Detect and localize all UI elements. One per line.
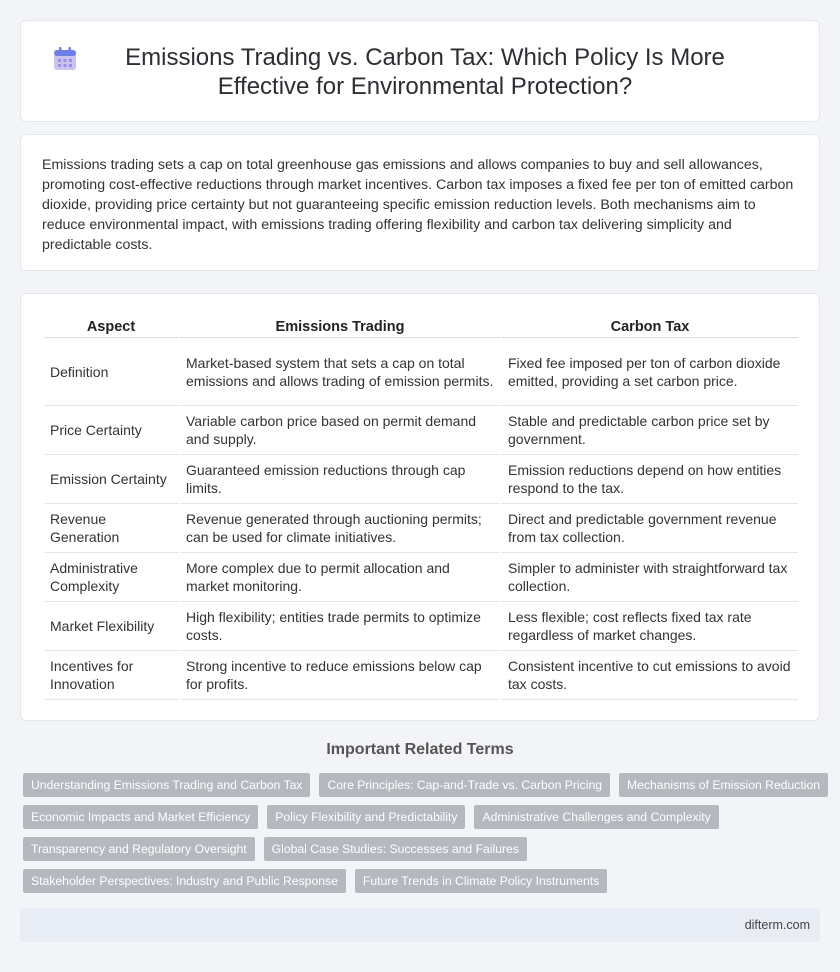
related-term-tag[interactable]: Economic Impacts and Market Efficiency	[23, 805, 258, 829]
related-term-tag[interactable]: Stakeholder Perspectives: Industry and Public Response	[23, 869, 346, 893]
related-term-tag[interactable]: Administrative Challenges and Complexity	[474, 805, 718, 829]
aspect-cell: Market Flexibility	[44, 602, 178, 651]
related-term-tag[interactable]: Future Trends in Climate Policy Instruments	[355, 869, 607, 893]
aspect-cell: Revenue Generation	[44, 504, 178, 553]
emissions-trading-cell: Guaranteed emission reductions through cap limits.	[180, 455, 500, 504]
table-row	[44, 602, 798, 651]
summary-card	[20, 134, 820, 271]
column-header-emissions-trading: Emissions Trading	[180, 316, 500, 338]
emissions-trading-cell: More complex due to permit allocation and market monitoring.	[180, 553, 500, 602]
related-term-tag[interactable]: Understanding Emissions Trading and Carbon Tax	[23, 773, 310, 797]
carbon-tax-cell: Simpler to administer with straightforward tax collection.	[502, 553, 798, 602]
aspect-cell: Emission Certainty	[44, 455, 178, 504]
aspect-cell: Definition	[44, 338, 178, 406]
table-row	[44, 504, 798, 553]
carbon-tax-cell: Consistent incentive to cut emissions to avoid tax costs.	[502, 651, 798, 700]
related-term-tag[interactable]: Mechanisms of Emission Reduction	[619, 773, 828, 797]
emissions-trading-cell: Market-based system that sets a cap on total emissions and allows trading of emission permits.	[180, 338, 500, 406]
carbon-tax-cell: Less flexible; cost reflects fixed tax rate regardless of market changes.	[502, 602, 798, 651]
emissions-trading-cell: Strong incentive to reduce emissions below cap for profits.	[180, 651, 500, 700]
related-term-tag[interactable]: Global Case Studies: Successes and Failures	[264, 837, 527, 861]
emissions-trading-cell: Revenue generated through auctioning permits; can be used for climate initiatives.	[180, 504, 500, 553]
table-row	[44, 406, 798, 455]
table-row	[44, 455, 798, 504]
related-terms-heading: Important Related Terms	[326, 741, 514, 758]
table-row	[44, 553, 798, 602]
site-link[interactable]: difterm.com	[744, 918, 810, 932]
related-term-tag[interactable]: Transparency and Regulatory Oversight	[23, 837, 255, 861]
table-row	[44, 338, 798, 406]
carbon-tax-cell: Stable and predictable carbon price set by government.	[502, 406, 798, 455]
comparison-table	[42, 316, 800, 700]
related-term-tag[interactable]: Policy Flexibility and Predictability	[267, 805, 465, 829]
emissions-trading-cell: Variable carbon price based on permit demand and supply.	[180, 406, 500, 455]
column-header-carbon-tax: Carbon Tax	[502, 316, 798, 338]
table-header-row	[44, 316, 798, 338]
page-title: Emissions Trading vs. Carbon Tax: Which Policy Is More Effective for Environmental Protection?	[125, 44, 725, 100]
comparison-table-card	[20, 293, 820, 721]
column-header-aspect: Aspect	[44, 316, 178, 338]
carbon-tax-cell: Fixed fee imposed per ton of carbon dioxide emitted, providing a set carbon price.	[502, 338, 798, 406]
related-term-tag[interactable]: Core Principles: Cap-and-Trade vs. Carbon Pricing	[319, 773, 610, 797]
emissions-trading-cell: High flexibility; entities trade permits to optimize costs.	[180, 602, 500, 651]
footer	[20, 908, 820, 942]
carbon-tax-cell: Direct and predictable government revenue from tax collection.	[502, 504, 798, 553]
title-card	[20, 20, 820, 122]
related-terms-list	[23, 773, 823, 901]
carbon-tax-cell: Emission reductions depend on how entities respond to the tax.	[502, 455, 798, 504]
summary-text: Emissions trading sets a cap on total greenhouse gas emissions and allows companies to buy and sell allowances, promoting cost-effective reductions through market incentives. Carbon tax imposes a fixed fee per ton of emitted carbon dioxide, providing price certainty but not guaranteeing specific emission reduction levels. Both mechanisms aim to reduce environmental impact, with emissions trading offering flexibility and carbon tax delivering simplicity and predictable costs.	[42, 157, 794, 253]
table-row	[44, 651, 798, 700]
aspect-cell: Price Certainty	[44, 406, 178, 455]
aspect-cell: Administrative Complexity	[44, 553, 178, 602]
aspect-cell: Incentives for Innovation	[44, 651, 178, 700]
